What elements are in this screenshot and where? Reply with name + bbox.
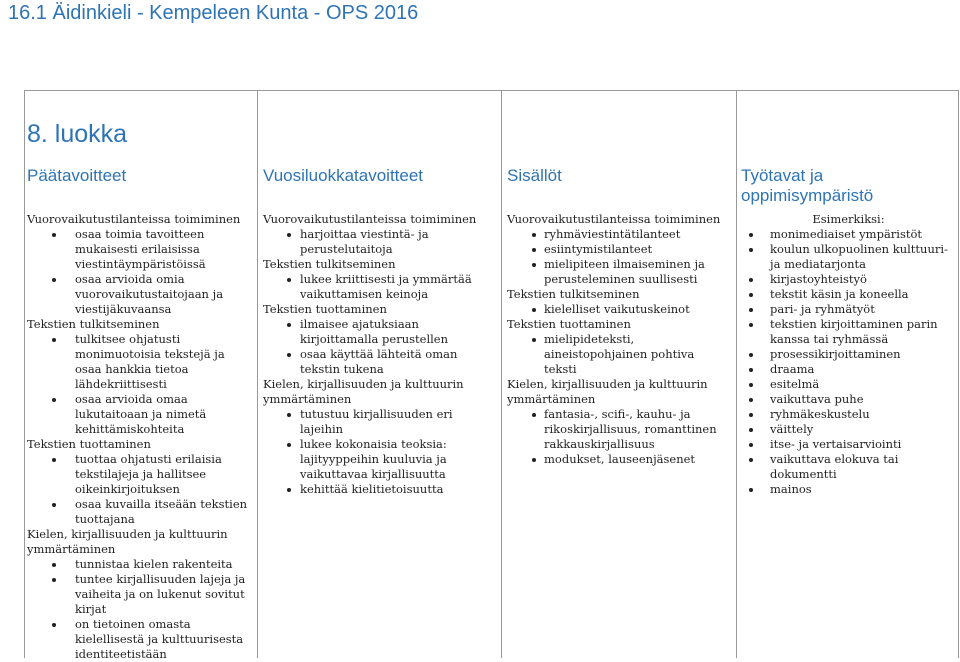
list-item: esiintymistilanteet (507, 242, 729, 257)
list-item: tutustuu kirjallisuuden eri lajeihin (263, 407, 495, 437)
bullet-list (27, 557, 252, 662)
column-sisallot (507, 212, 729, 467)
list-item: harjoittaa viestintä- ja perustelutaitoja (263, 227, 495, 257)
section-heading: Kielen, kirjallisuuden ja kulttuurin ymmärtäminen (507, 377, 708, 406)
list-item: on tietoinen omasta kielellisestä ja kulttuurisesta identiteetistään (27, 617, 252, 662)
bullet-list (27, 332, 252, 437)
section-heading: Tekstien tulkitseminen (263, 257, 396, 271)
section-heading: Tekstien tuottaminen (263, 302, 387, 316)
header-vuosiluokkatavoitteet: Vuosiluokkatavoitteet (263, 166, 424, 185)
list-item: modukset, lauseenjäsenet (507, 452, 729, 467)
header-paatavoitteet: Päätavoitteet (27, 166, 127, 185)
list-item: tuottaa ohjatusti erilaisia tekstilajeja ja hallitsee oikeinkirjoituksen (27, 452, 252, 497)
section-heading: Kielen, kirjallisuuden ja kulttuurin ymmärtäminen (263, 377, 464, 406)
column-divider (736, 90, 737, 658)
list-item: osaa arvioida omaa lukutaitoaan ja nimetä kehittämiskohteita (27, 392, 252, 437)
list-item: pari- ja ryhmätyöt (741, 302, 956, 317)
list-item: ryhmäviestintätilanteet (507, 227, 729, 242)
bullet-list (507, 227, 729, 287)
document-title: 16.1 Äidinkieli - Kempeleen Kunta - OPS 2016 (8, 2, 419, 24)
section-heading: Vuorovaikutustilanteissa toimiminen (27, 212, 241, 226)
list-item: tulkitsee ohjatusti monimuotoisia tekstejä ja osaa hankkia tietoa lähdekriittisesti (27, 332, 252, 392)
list-item: esitelmä (741, 377, 956, 392)
list-item: ryhmäkeskustelu (741, 407, 956, 422)
list-item: lukee kriittisesti ja ymmärtää vaikuttamisen keinoja (263, 272, 495, 302)
list-item: kirjastoyhteistyö (741, 272, 956, 287)
bullet-list (263, 227, 495, 257)
section-heading: Vuorovaikutustilanteissa toimiminen (507, 212, 721, 226)
list-item: draama (741, 362, 956, 377)
list-item: kehittää kielitietoisuutta (263, 482, 495, 497)
list-item: osaa arvioida omia vuorovaikutustaitojaan ja viestijäkuvaansa (27, 272, 252, 317)
bullet-list (27, 452, 252, 527)
section-heading: Tekstien tuottaminen (27, 437, 151, 451)
section-heading: Vuorovaikutustilanteissa toimiminen (263, 212, 477, 226)
section-heading: Kielen, kirjallisuuden ja kulttuurin ymmärtäminen (27, 527, 228, 556)
bullet-list (507, 332, 729, 377)
list-item: kielelliset vaikutuskeinot (507, 302, 729, 317)
bullet-list (263, 407, 495, 497)
list-item: vaikuttava elokuva tai dokumentti (741, 452, 956, 482)
list-item: koulun ulkopuolinen kulttuuri- ja mediatarjonta (741, 242, 956, 272)
list-item: fantasia-, scifi-, kauhu- ja rikoskirjallisuus, romanttinen rakkauskirjallisuus (507, 407, 729, 452)
list-item: mielipiteen ilmaiseminen ja perusteleminen suullisesti (507, 257, 729, 287)
list-item: ilmaisee ajatuksiaan kirjoittamalla perustellen (263, 317, 495, 347)
list-item: tunnistaa kielen rakenteita (27, 557, 252, 572)
bullet-list (27, 227, 252, 317)
list-item: prosessikirjoittaminen (741, 347, 956, 362)
list-item: lukee kokonaisia teoksia: lajityyppeihin kuuluvia ja vaikuttavaa kirjallisuutta (263, 437, 495, 482)
list-item: vaikuttava puhe (741, 392, 956, 407)
list-item: itse- ja vertaisarviointi (741, 437, 956, 452)
section-heading: Tekstien tulkitseminen (507, 287, 640, 301)
list-item: osaa toimia tavoitteen mukaisesti erilaisissa viestintäympäristöissä (27, 227, 252, 272)
list-item: mielipideteksti, aineistopohjainen pohtiva teksti (507, 332, 729, 377)
header-sisallot: Sisällöt (507, 166, 562, 185)
list-item: tekstit käsin ja koneella (741, 287, 956, 302)
header-tyotavat: Työtavat ja oppimisympäristö (741, 166, 874, 205)
list-item: tuntee kirjallisuuden lajeja ja vaiheita ja on lukenut sovitut kirjat (27, 572, 252, 617)
column-divider (501, 90, 502, 658)
column-tyotavat (741, 212, 956, 497)
bullet-list (741, 227, 956, 497)
list-item: mainos (741, 482, 956, 497)
bullet-list (263, 317, 495, 377)
bullet-list (263, 272, 495, 302)
bullet-list (507, 407, 729, 467)
list-item: osaa käyttää lähteitä oman tekstin tukena (263, 347, 495, 377)
list-item: tekstien kirjoittaminen parin kanssa tai ryhmässä (741, 317, 956, 347)
list-item: väittely (741, 422, 956, 437)
section-heading: Tekstien tulkitseminen (27, 317, 160, 331)
column-paatavoitteet (27, 212, 252, 662)
bullet-list (507, 302, 729, 317)
section-heading: Esimerkiksi: (812, 212, 885, 226)
section-heading: Tekstien tuottaminen (507, 317, 631, 331)
column-divider (257, 90, 258, 658)
column-vuosiluokkatavoitteet (263, 212, 495, 497)
list-item: monimediaiset ympäristöt (741, 227, 956, 242)
class-title: 8. luokka (27, 120, 128, 148)
list-item: osaa kuvailla itseään tekstien tuottajana (27, 497, 252, 527)
